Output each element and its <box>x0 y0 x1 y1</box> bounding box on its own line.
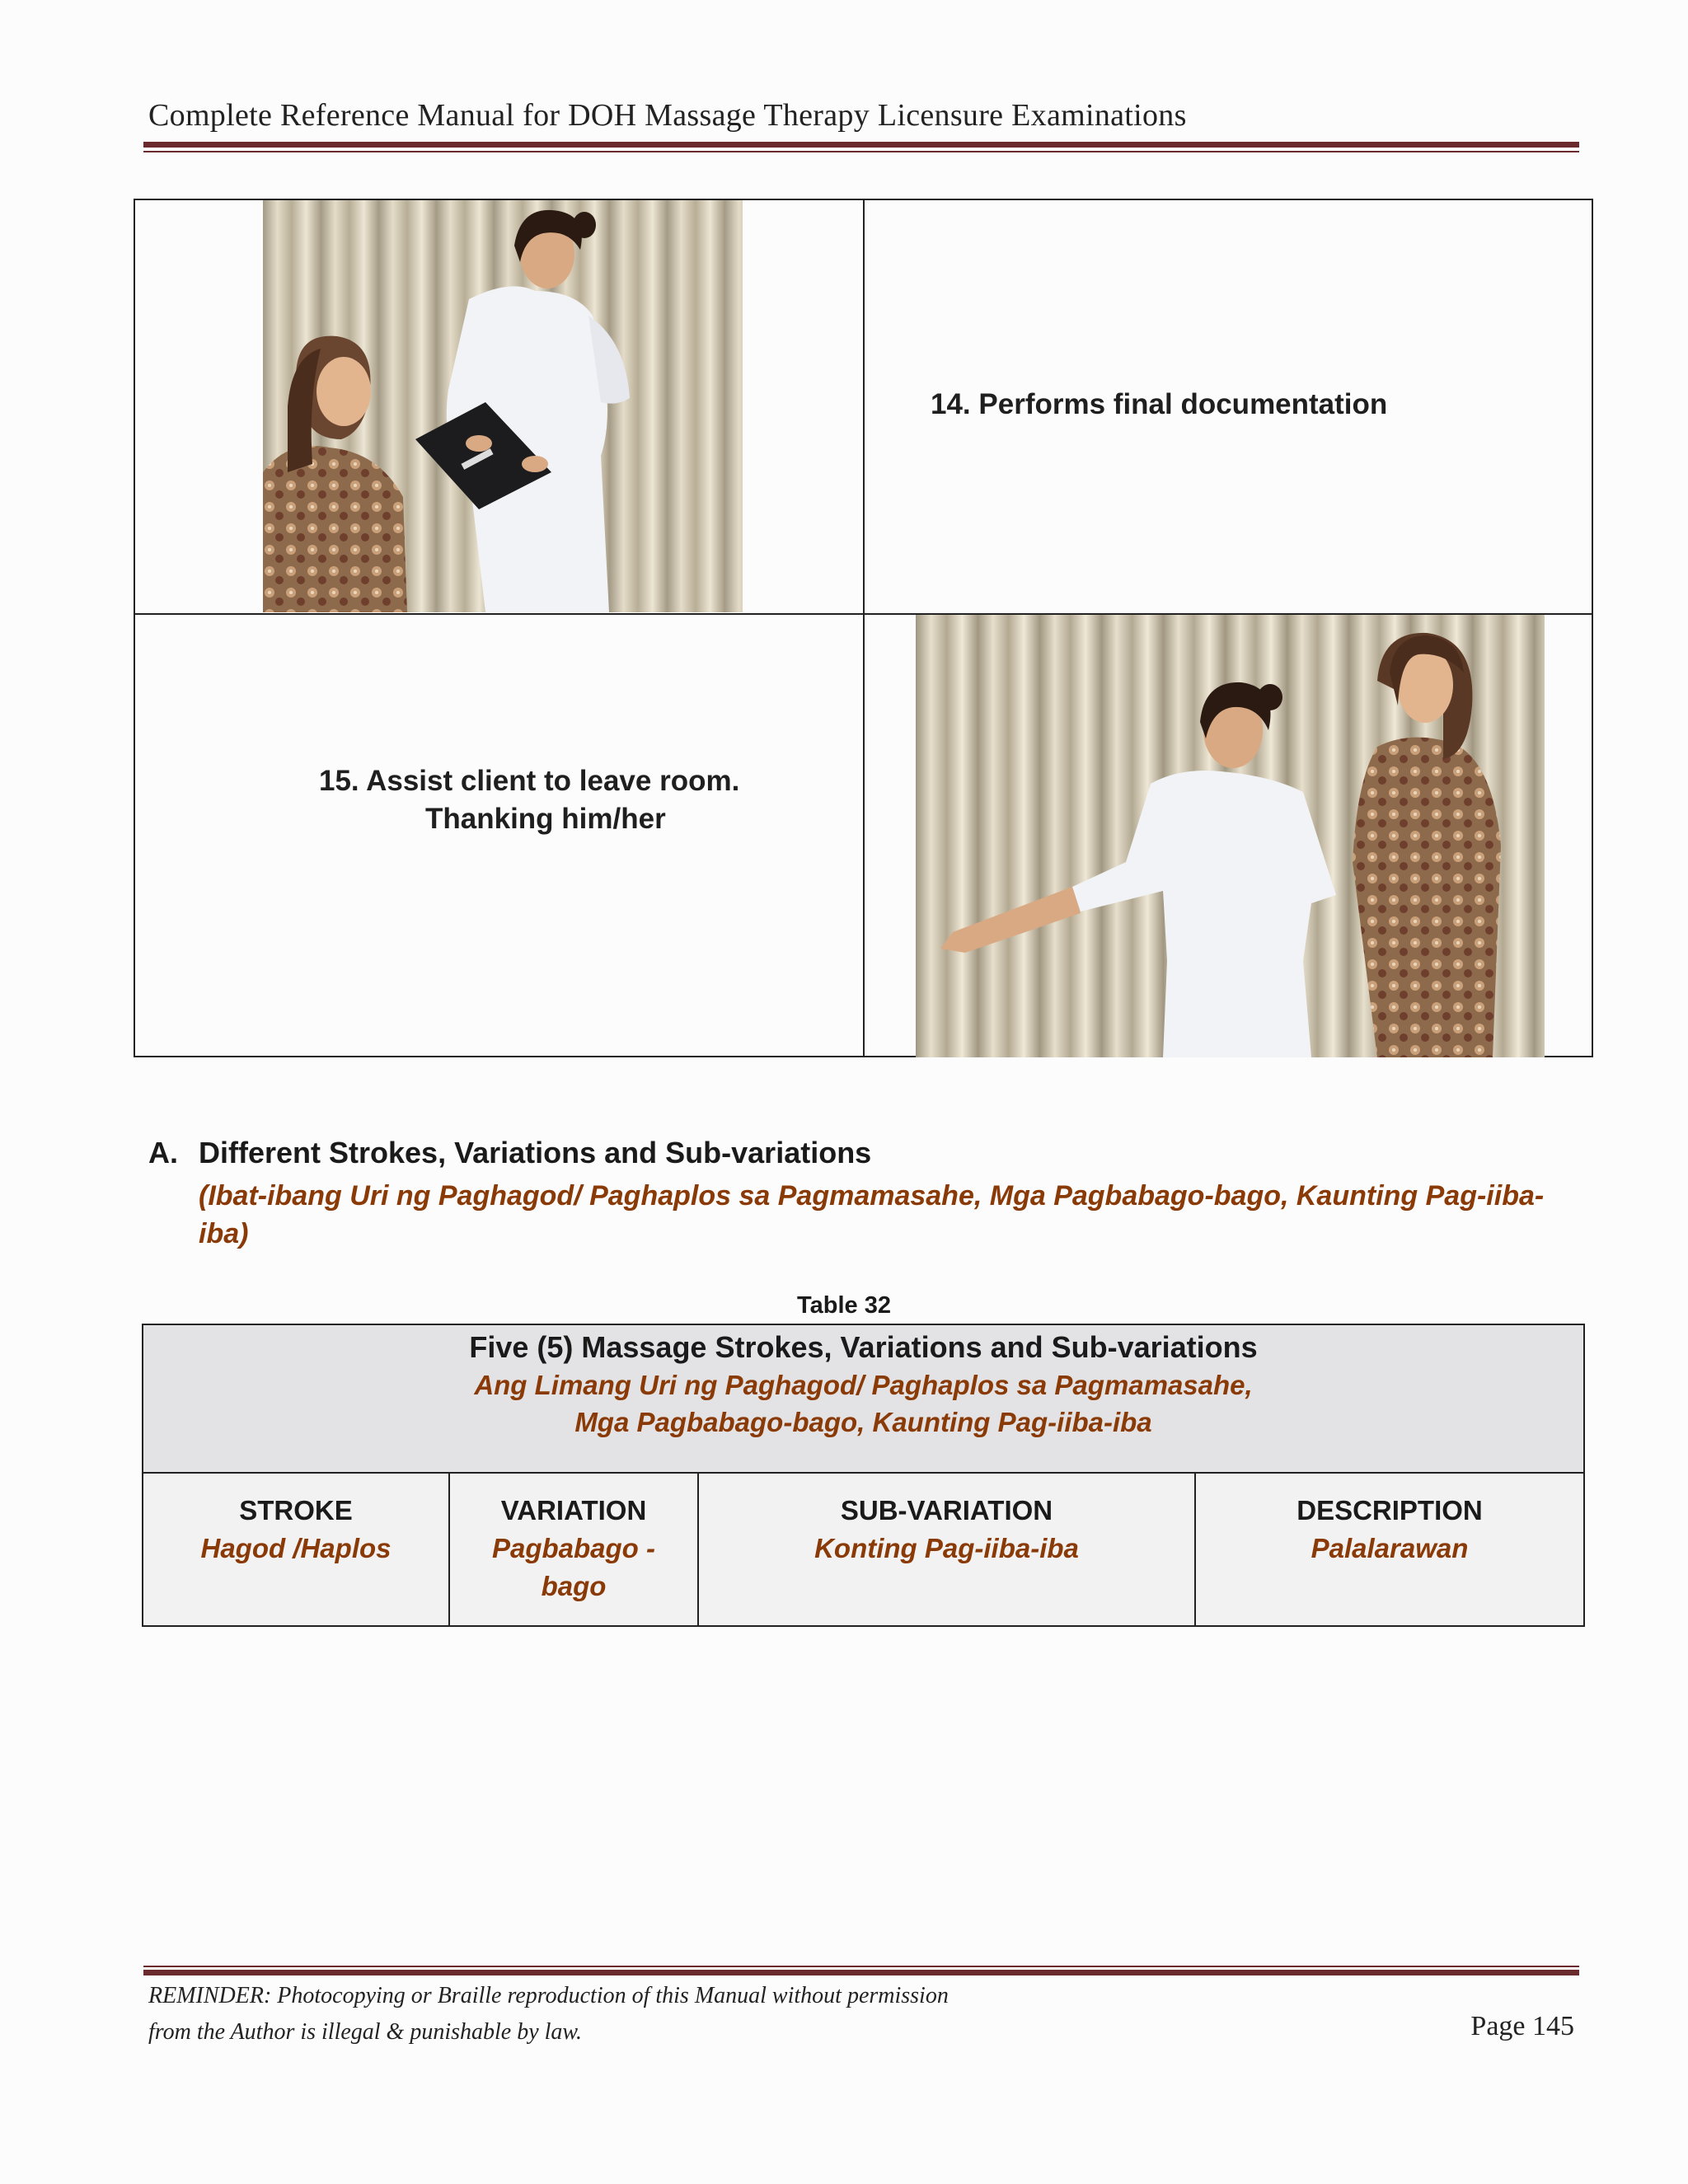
section-subtitle: (Ibat-ibang Uri ng Paghagod/ Paghaplos sa Pagmamasahe, Mga Pagbabago-bago, Kaunting Pag-iiba-iba) <box>199 1180 1545 1249</box>
footer-reminder-line2: from the Author is illegal & punishable by law. <box>148 2019 583 2045</box>
column-header-en: DESCRIPTION <box>1296 1495 1483 1526</box>
column-description <box>1194 1474 1583 1625</box>
column-header-en: VARIATION <box>500 1495 647 1526</box>
photo-final-documentation <box>263 200 743 612</box>
page-number: Page 145 <box>1470 2011 1574 2041</box>
step-14 <box>931 386 1387 424</box>
column-header-fil: Hagod /Haplos <box>200 1533 392 1563</box>
strokes-table-title: Five (5) Massage Strokes, Variations and Sub-variations <box>469 1330 1258 1364</box>
step-14-text: Performs final documentation <box>978 388 1388 420</box>
table-caption: Table 32 <box>797 1292 891 1319</box>
section-letter: A. <box>148 1136 178 1169</box>
column-header-en: STROKE <box>239 1495 353 1526</box>
column-header-fil: Pagbabago -bago <box>491 1533 656 1601</box>
footer-rule <box>143 1970 1579 1975</box>
footer-reminder-line1: REMINDER: Photocopying or Braille reproduction of this Manual without permission <box>148 1983 949 2008</box>
step-15 <box>319 762 739 800</box>
strokes-table <box>142 1324 1585 1627</box>
header-rule-thin <box>143 151 1579 152</box>
column-header-fil: Konting Pag-iiba-iba <box>814 1533 1079 1563</box>
strokes-table-subtitle-1: Ang Limang Uri ng Paghagod/ Paghaplos sa Pagmamasahe, <box>474 1370 1253 1400</box>
photo-assist-client-leave <box>916 615 1545 1057</box>
header-title: Complete Reference Manual for DOH Massage Therapy Licensure Examinations <box>148 98 1187 133</box>
header-rule <box>143 142 1579 148</box>
strokes-table-header <box>143 1325 1583 1474</box>
column-header-en: SUB-VARIATION <box>840 1495 1053 1526</box>
footer-reminder <box>148 1978 949 2050</box>
footer-rule-thin <box>143 1966 1579 1967</box>
column-stroke <box>143 1474 448 1625</box>
procedure-steps-table <box>134 199 1593 1057</box>
column-sub-variation <box>697 1474 1194 1625</box>
step-15-text-line2: Thanking him/her <box>425 803 666 835</box>
step-14-number: 14. <box>931 388 971 420</box>
strokes-table-subtitle-2: Mga Pagbabago-bago, Kaunting Pag-iiba-iba <box>574 1407 1152 1437</box>
step-15-number: 15. <box>319 765 359 797</box>
step-15-text: Assist client to leave room. <box>366 765 740 797</box>
column-variation <box>448 1474 697 1625</box>
section-title: Different Strokes, Variations and Sub-variations <box>199 1136 872 1169</box>
column-header-fil: Palalarawan <box>1311 1533 1469 1563</box>
